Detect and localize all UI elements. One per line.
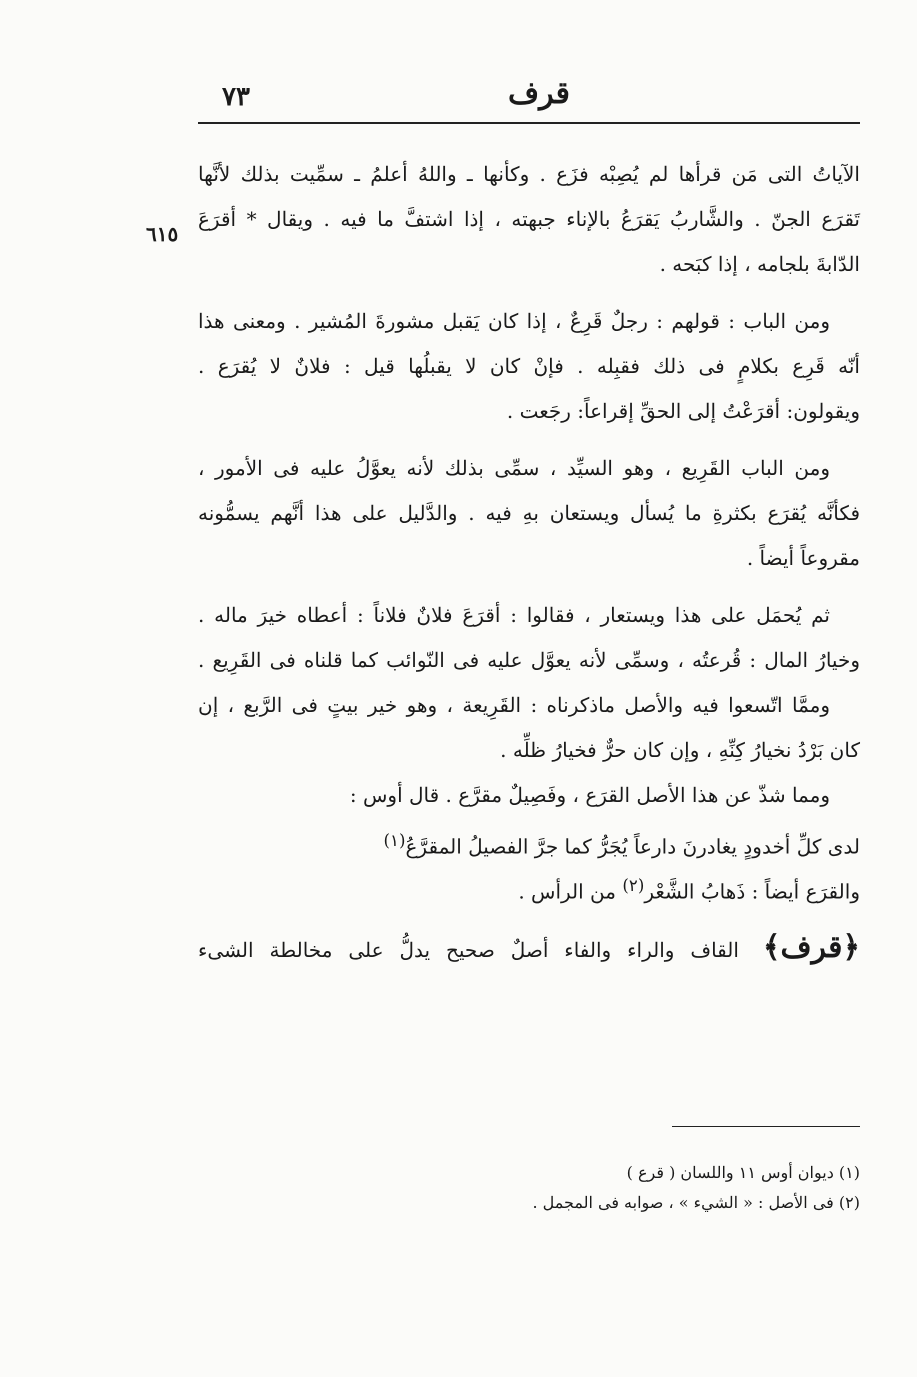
text-line: ويقولون: أقرَعْتُ إلى الحقِّ إقراعاً: رجَعت . [506, 399, 860, 423]
page-header [198, 70, 860, 120]
bracket-open: ﴿ [842, 930, 861, 965]
footnotes [440, 1158, 860, 1218]
text-line: ومما شذّ عن هذا الأصل القرَع ، وفَصِيلٌ مقرَّع . قال أوس : [349, 783, 830, 807]
footnote-rule [672, 1126, 860, 1127]
line-part: والقرَع أيضاً : ذَهابُ الشَّعْر [644, 879, 860, 904]
text-line: ثم يُحمَل على هذا ويستعار ، فقالوا : أقرَعَ فلانٌ فلاناً : أعطاه خيرَ ماله . [198, 603, 830, 627]
verse-text: لدى كلِّ أخدودٍ يغادرنَ دارعاً يُجَرُّ كما جرَّ الفصيلُ المقرَّعُ [405, 834, 860, 859]
text-line: الدّابةَ بلجامه ، إذا كبَحه . [659, 252, 860, 276]
footnote-marker: (٢) [622, 876, 645, 895]
entry-text: القاف والراء والفاء أصلٌ صحيح يدلُّ على مخالطة الشىء [198, 938, 739, 962]
body-text [198, 152, 860, 976]
footnote: (١) ديوان أوس ١١ واللسان ( قرع ) [626, 1163, 860, 1182]
margin-page-reference: ٦١٥ [146, 222, 179, 246]
footnote: (٢) فى الأصل : « الشيء » ، صوابه فى المجمل . [532, 1193, 860, 1212]
footnote-marker: (١) [383, 831, 406, 850]
text-line: الآياتُ التى مَن قرأها لم يُصِبْه فزَع . وكأنها ـ واللهُ أعلمُ ـ سمِّيت بذلك لأنَّها [198, 162, 860, 186]
text-line: كان بَرْدُ نخيارُ كِنِّهِ ، وإن كان حرٌّ فخيارُ ظلِّه . [500, 738, 860, 762]
text-line: ومن الباب القَرِيع ، وهو السيِّد ، سمِّى بذلك لأنه يعوَّلُ عليه فى الأمور ، [198, 456, 830, 480]
text-line: تَقرَع الجنّ . والشَّاربُ يَقرَعُ بالإناء جبهته ، إذا اشتفَّ ما فيه . ويقال * أقرَعَ [198, 207, 860, 231]
text-line: وممَّا اتّسعوا فيه والأصل ماذكرناه : القَرِيعة ، وهو خير بيتٍ فى الرَّبع ، إن [198, 693, 830, 717]
page-number: ٧٣ [222, 82, 250, 112]
text-line [198, 863, 860, 908]
bracket-close: ﴾ [762, 930, 781, 965]
verse-line [198, 818, 860, 863]
text-line: أنّه قَرِع بكلامٍ فى ذلك فقبِله . فإنْ كان لا يقبلُها قيل : فلانٌ لا يُقرَع . [198, 354, 860, 378]
line-part: من الرأس . [518, 879, 616, 904]
running-title: قرف [508, 76, 570, 111]
text-line: ومن الباب : قولهم : رجلٌ قَرِعٌ ، إذا كان يَقبل مشورةَ المُشير . ومعنى هذا [198, 309, 830, 333]
text-line: مقروعاً أيضاً . [746, 546, 860, 570]
entry-line [198, 920, 860, 976]
header-rule [198, 122, 860, 124]
entry-headword [763, 930, 860, 965]
text-line: فكأنَّه يُقرَع بكثرةِ ما يُسأل ويستعان بهِ فيه . والدَّليل على هذا أنَّهم يسمُّونه [198, 501, 860, 525]
headword-text: قرف [780, 930, 843, 965]
text-line: وخيارُ المال : قُرعتُه ، وسمِّى لأنه يعوَّل عليه فى النّوائب كما قلناه فى القَرِيع . [198, 648, 860, 672]
